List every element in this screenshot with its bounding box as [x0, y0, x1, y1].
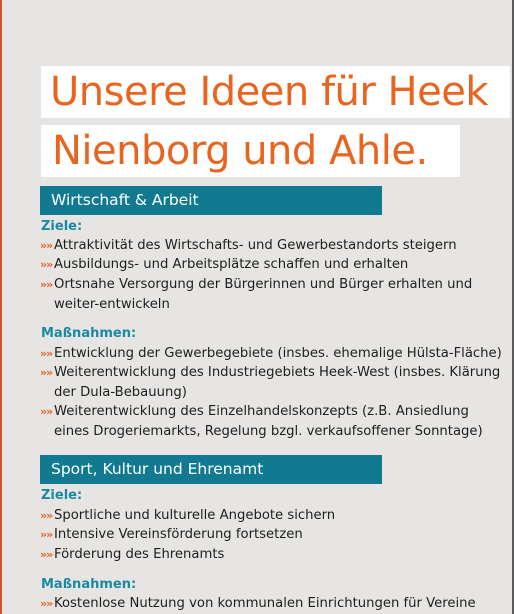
list-item	[40, 545, 502, 565]
list-item	[40, 255, 502, 275]
list-item	[40, 275, 502, 314]
page-title-line-1: Unsere Ideen für Heek	[41, 66, 510, 118]
double-chevron-icon: »»	[40, 548, 53, 561]
list-item-text: Sportliche und kulturelle Angebote sichern	[54, 508, 336, 523]
section-heading-wirtschaft: Wirtschaft & Arbeit	[40, 186, 382, 215]
double-chevron-icon: »»	[40, 278, 53, 291]
list-item-text: Weiterentwicklung des Industriegebiets Heek-West (insbes. Klärung der Dula-Bebauung)	[54, 365, 501, 400]
double-chevron-icon: »»	[40, 597, 53, 610]
list-item	[40, 363, 502, 402]
double-chevron-icon: »»	[40, 239, 53, 252]
ziele-label: Ziele:	[41, 219, 83, 234]
list-item-text: Weiterentwicklung des Einzelhandelskonzepts (z.B. Ansiedlung eines Drogeriemarkts, Regelung bzgl. verkaufsoffener Sonntage)	[54, 404, 483, 439]
list-item-text: Kostenlose Nutzung von kommunalen Einrichtungen für Vereine	[54, 596, 476, 611]
section-heading-sport-kultur: Sport, Kultur und Ehrenamt	[40, 455, 382, 484]
ziele-label: Ziele:	[41, 488, 83, 503]
double-chevron-icon: »»	[40, 405, 53, 418]
massnahmen-label: Maßnahmen:	[41, 326, 137, 341]
list-item	[40, 506, 502, 526]
double-chevron-icon: »»	[40, 366, 53, 379]
list-item	[40, 236, 502, 256]
list-item-text: Förderung des Ehrenamts	[54, 547, 225, 562]
left-accent-line	[0, 0, 2, 614]
list-item-text: Intensive Vereinsförderung fortsetzen	[54, 527, 303, 542]
double-chevron-icon: »»	[40, 258, 53, 271]
list-item	[40, 344, 502, 364]
double-chevron-icon: »»	[40, 528, 53, 541]
list-item-text: Ausbildungs- und Arbeitsplätze schaffen und erhalten	[54, 257, 409, 272]
list-item	[40, 594, 502, 614]
double-chevron-icon: »»	[40, 347, 53, 360]
list-item-text: Ortsnahe Versorgung der Bürgerinnen und Bürger erhalten und weiter-entwickeln	[54, 277, 473, 312]
list-item	[40, 402, 502, 441]
page-title-line-2: Nienborg und Ahle.	[41, 125, 460, 177]
list-item-text: Attraktivität des Wirtschafts- und Gewerbestandorts steigern	[54, 238, 457, 253]
list-item-text: Entwicklung der Gewerbegebiete (insbes. ehemalige Hülsta-Fläche)	[54, 346, 502, 361]
list-item	[40, 525, 502, 545]
double-chevron-icon: »»	[40, 509, 53, 522]
massnahmen-label: Maßnahmen:	[41, 577, 137, 592]
